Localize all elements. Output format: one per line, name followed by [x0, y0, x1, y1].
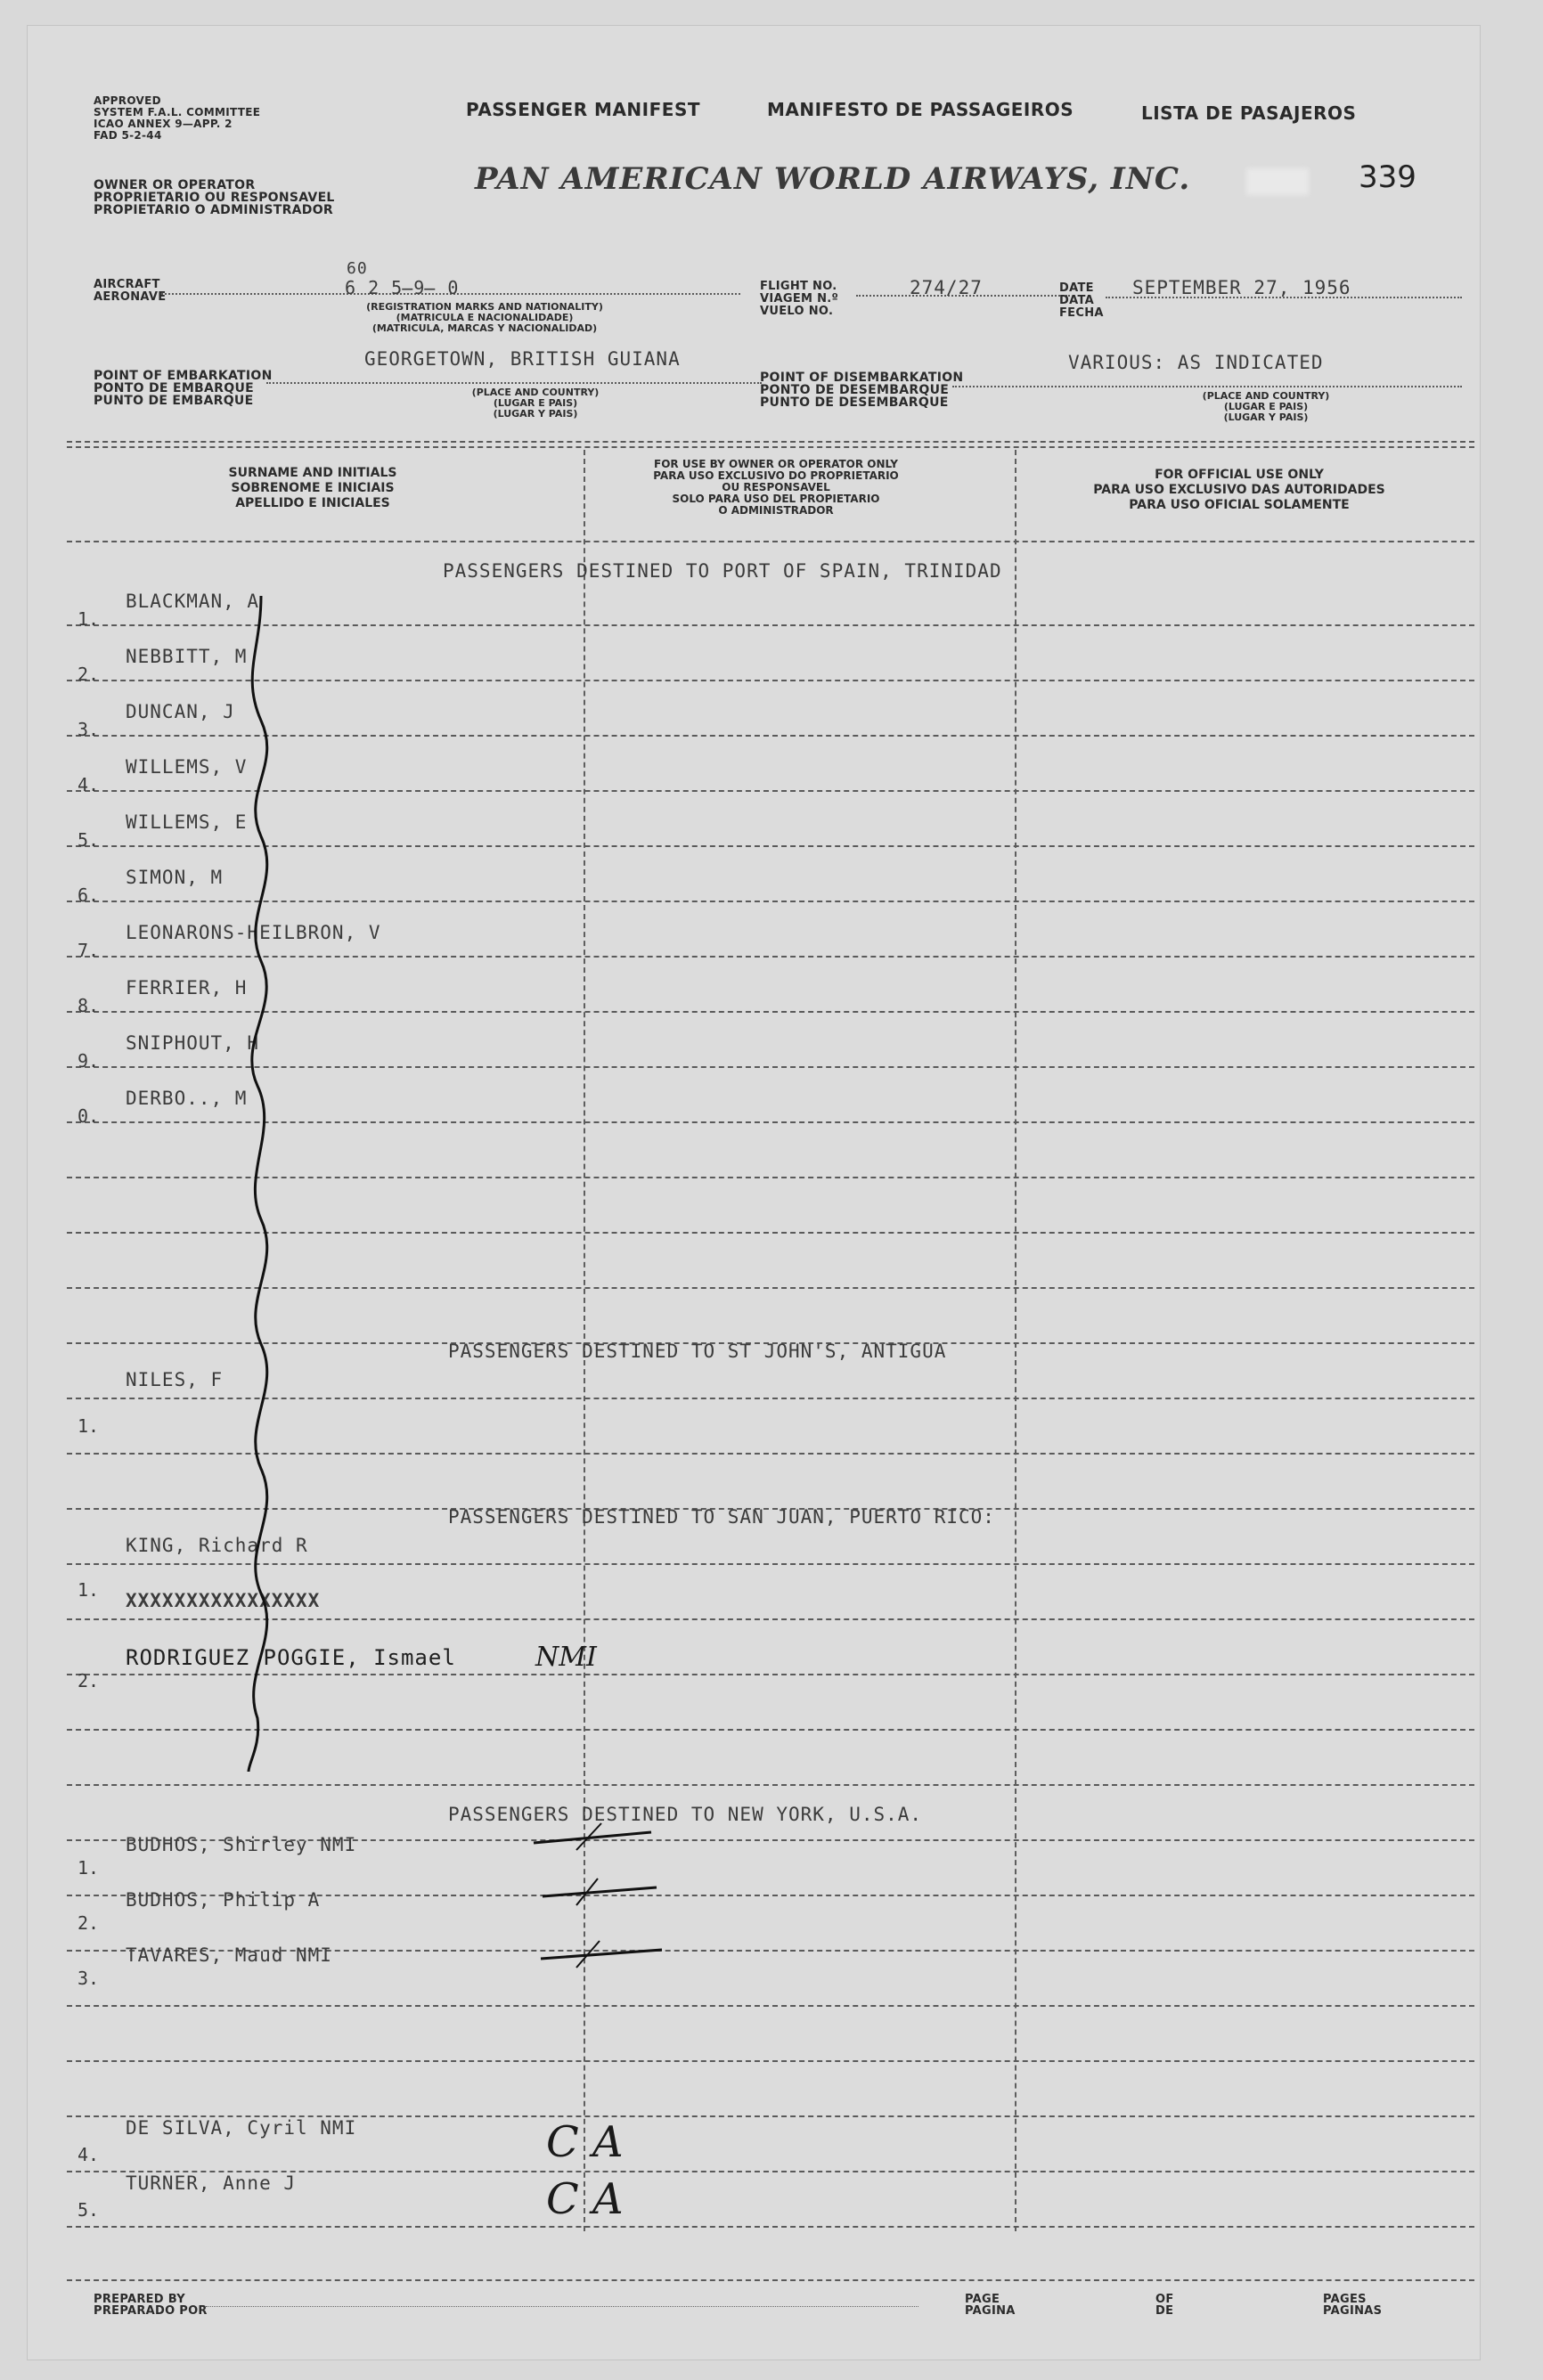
- reg-caption-en: (REGISTRATION MARKS AND NATIONALITY): [366, 301, 603, 313]
- embark-caption-en: (PLACE AND COUNTRY): [471, 387, 600, 398]
- row-number: 1.: [78, 608, 100, 630]
- section-heading: PASSENGERS DESTINED TO PORT OF SPAIN, TRINIDAD: [443, 560, 1002, 582]
- embark-label-pt: PONTO DE EMBARQUE: [94, 381, 254, 395]
- surname-header-en: SURNAME AND INITIALS: [228, 466, 397, 480]
- prepared-underline: [206, 2306, 918, 2307]
- embark-label-en: POINT OF EMBARKATION: [94, 369, 273, 383]
- approval-line: ICAO ANNEX 9—APP. 2: [94, 118, 233, 130]
- pages-label-en: PAGES: [1323, 2293, 1367, 2306]
- section-heading: PASSENGERS DESTINED TO SAN JUAN, PUERTO RICO:: [448, 1506, 995, 1528]
- title-en: PASSENGER MANIFEST: [466, 99, 700, 120]
- flight-label-pt: VIAGEM N.º: [760, 292, 839, 306]
- of-label: [1155, 2294, 1174, 2317]
- disembark-caption-pt: (LUGAR E PAIS): [1223, 401, 1309, 412]
- prepared-label-es: PREPARADO POR: [94, 2304, 208, 2318]
- passenger-name: LEONARONS-HEILBRON, V: [126, 922, 381, 943]
- approval-line: APPROVED: [94, 94, 161, 107]
- approval-line: FAD 5-2-44: [94, 129, 162, 142]
- embark-label-es: PUNTO DE EMBARQUE: [94, 394, 254, 408]
- page-label-es: PAGINA: [965, 2304, 1016, 2318]
- row-number: 3.: [78, 719, 100, 740]
- passenger-name: WILLEMS, E: [126, 811, 248, 833]
- aircraft-correction: 60: [347, 259, 368, 278]
- prepared-by-label: [94, 2294, 208, 2317]
- row-number: 2.: [78, 1670, 100, 1691]
- row-number: 4.: [78, 2144, 100, 2165]
- row-number: 5.: [78, 2199, 100, 2221]
- passenger-name: DUNCAN, J: [126, 701, 235, 722]
- row-number: 8.: [78, 995, 100, 1016]
- passenger-name: BUDHOS, Philip A: [126, 1889, 321, 1911]
- passenger-name: BLACKMAN, A: [126, 591, 260, 612]
- passenger-name: DE SILVA, Cyril NMI: [126, 2117, 357, 2139]
- flight-value: 274/27: [910, 277, 983, 298]
- pages-label: [1323, 2294, 1382, 2317]
- struck-out-entry: XXXXXXXXXXXXXXXX: [126, 1590, 321, 1611]
- passenger-name: NILES, F: [126, 1369, 224, 1390]
- airline-name: PAN AMERICAN WORLD AIRWAYS, INC.: [475, 161, 1191, 197]
- row-number: 3.: [78, 1968, 100, 1989]
- flight-label-en: FLIGHT NO.: [760, 280, 837, 293]
- passenger-name: FERRIER, H: [126, 977, 248, 998]
- row-number: 9.: [78, 1050, 100, 1072]
- aircraft-value: 6 2 5̶9̶ 0: [345, 277, 460, 298]
- passenger-name: TAVARES, Maud NMI: [126, 1944, 332, 1966]
- disembark-label-en: POINT OF DISEMBARKATION: [760, 371, 964, 385]
- page-number: 339: [1359, 159, 1416, 195]
- operator-header-4: SOLO PARA USO DEL PROPIETARIO: [672, 493, 880, 505]
- operator-header-5: O ADMINISTRADOR: [718, 504, 834, 517]
- passenger-name: SIMON, M: [126, 867, 224, 888]
- handwritten-strokes: [28, 26, 1480, 2360]
- reg-caption-es: (MATRICULA, MARCAS Y NACIONALIDAD): [371, 322, 598, 334]
- row-number: 4.: [78, 774, 100, 795]
- handwritten-mark: C A: [546, 2174, 624, 2224]
- disembark-label-es: PUNTO DE DESEMBARQUE: [760, 395, 949, 410]
- tick-mark-stroke: [543, 1887, 657, 1896]
- embark-value: GEORGETOWN, BRITISH GUIANA: [364, 348, 681, 370]
- disembark-caption-en: (PLACE AND COUNTRY): [1202, 390, 1330, 402]
- row-number: 0.: [78, 1105, 100, 1127]
- row-number: 1.: [78, 1579, 100, 1601]
- date-label-es: FECHA: [1059, 306, 1104, 320]
- owner-label-pt: PROPRIETARIO OU RESPONSAVEL: [94, 191, 335, 205]
- row-number: 1.: [78, 1857, 100, 1879]
- disembark-value: VARIOUS: AS INDICATED: [1068, 352, 1324, 373]
- handwritten-note: NMI: [535, 1642, 597, 1673]
- embark-caption-es: (LUGAR Y PAIS): [493, 408, 578, 420]
- row-number: 6.: [78, 884, 100, 906]
- surname-header-es: APELLIDO E INICIALES: [235, 496, 390, 510]
- official-header-en: FOR OFFICIAL USE ONLY: [1155, 468, 1324, 482]
- title-es: LISTA DE PASAJEROS: [1141, 102, 1357, 124]
- of-label-en: OF: [1155, 2293, 1174, 2306]
- passenger-name: WILLEMS, V: [126, 756, 248, 778]
- flight-label-es: VUELO NO.: [760, 305, 834, 318]
- title-pt: MANIFESTO DE PASSAGEIROS: [767, 99, 1074, 120]
- passenger-name: SNIPHOUT, H: [126, 1032, 260, 1054]
- embark-caption-pt: (LUGAR E PAIS): [493, 397, 578, 409]
- of-label-es: DE: [1155, 2304, 1174, 2318]
- pages-label-es: PAGINAS: [1323, 2304, 1383, 2318]
- section-heading: PASSENGERS DESTINED TO NEW YORK, U.S.A.: [448, 1804, 923, 1825]
- aircraft-label-en: AIRCRAFT: [94, 278, 160, 291]
- handwritten-mark: C A: [546, 2117, 624, 2167]
- passenger-name: RODRIGUEZ POGGIE, Ismael: [126, 1645, 456, 1670]
- date-label-pt: DATA: [1059, 294, 1094, 307]
- date-label-en: DATE: [1059, 281, 1094, 295]
- wavy-line-stroke: [249, 596, 267, 1772]
- date-value: SEPTEMBER 27, 1956: [1132, 277, 1351, 298]
- operator-header-1: FOR USE BY OWNER OR OPERATOR ONLY: [654, 458, 898, 470]
- row-number: 2.: [78, 1912, 100, 1934]
- passenger-name: NEBBITT, M: [126, 646, 248, 667]
- official-header-es: PARA USO OFICIAL SOLAMENTE: [1129, 498, 1350, 512]
- row-number: 7.: [78, 940, 100, 961]
- passenger-name: KING, Richard R: [126, 1535, 308, 1556]
- page-label: [965, 2294, 1016, 2317]
- official-header-pt: PARA USO EXCLUSIVO DAS AUTORIDADES: [1093, 483, 1385, 497]
- approval-line: SYSTEM F.A.L. COMMITTEE: [94, 106, 261, 118]
- owner-label-en: OWNER OR OPERATOR: [94, 178, 256, 192]
- passenger-name: BUDHOS, Shirley NMI: [126, 1834, 357, 1855]
- tick-mark-stroke: [541, 1950, 662, 1959]
- passenger-name: TURNER, Anne J: [126, 2172, 297, 2194]
- operator-header-2: PARA USO EXCLUSIVO DO PROPRIETARIO: [653, 469, 899, 482]
- row-number: 5.: [78, 829, 100, 851]
- section-heading: PASSENGERS DESTINED TO ST JOHN'S, ANTIGUA: [448, 1341, 947, 1362]
- row-number: 2.: [78, 664, 100, 685]
- disembark-label-pt: PONTO DE DESEMBARQUE: [760, 383, 950, 397]
- prepared-label-en: PREPARED BY: [94, 2293, 185, 2306]
- manifest-sheet: [27, 25, 1481, 2360]
- aircraft-label-pt: AERONAVE: [94, 290, 167, 304]
- surname-header-pt: SOBRENOME E INICIAIS: [231, 481, 395, 495]
- page-label-en: PAGE: [965, 2293, 1000, 2306]
- passenger-name: DERBO.., M: [126, 1088, 248, 1109]
- operator-header-3: OU RESPONSAVEL: [722, 481, 830, 493]
- disembark-caption-es: (LUGAR Y PAIS): [1223, 412, 1309, 423]
- owner-label-es: PROPIETARIO O ADMINISTRADOR: [94, 203, 333, 217]
- reg-caption-pt: (MATRICULA E NACIONALIDADE): [396, 312, 574, 323]
- row-number: 1.: [78, 1415, 100, 1437]
